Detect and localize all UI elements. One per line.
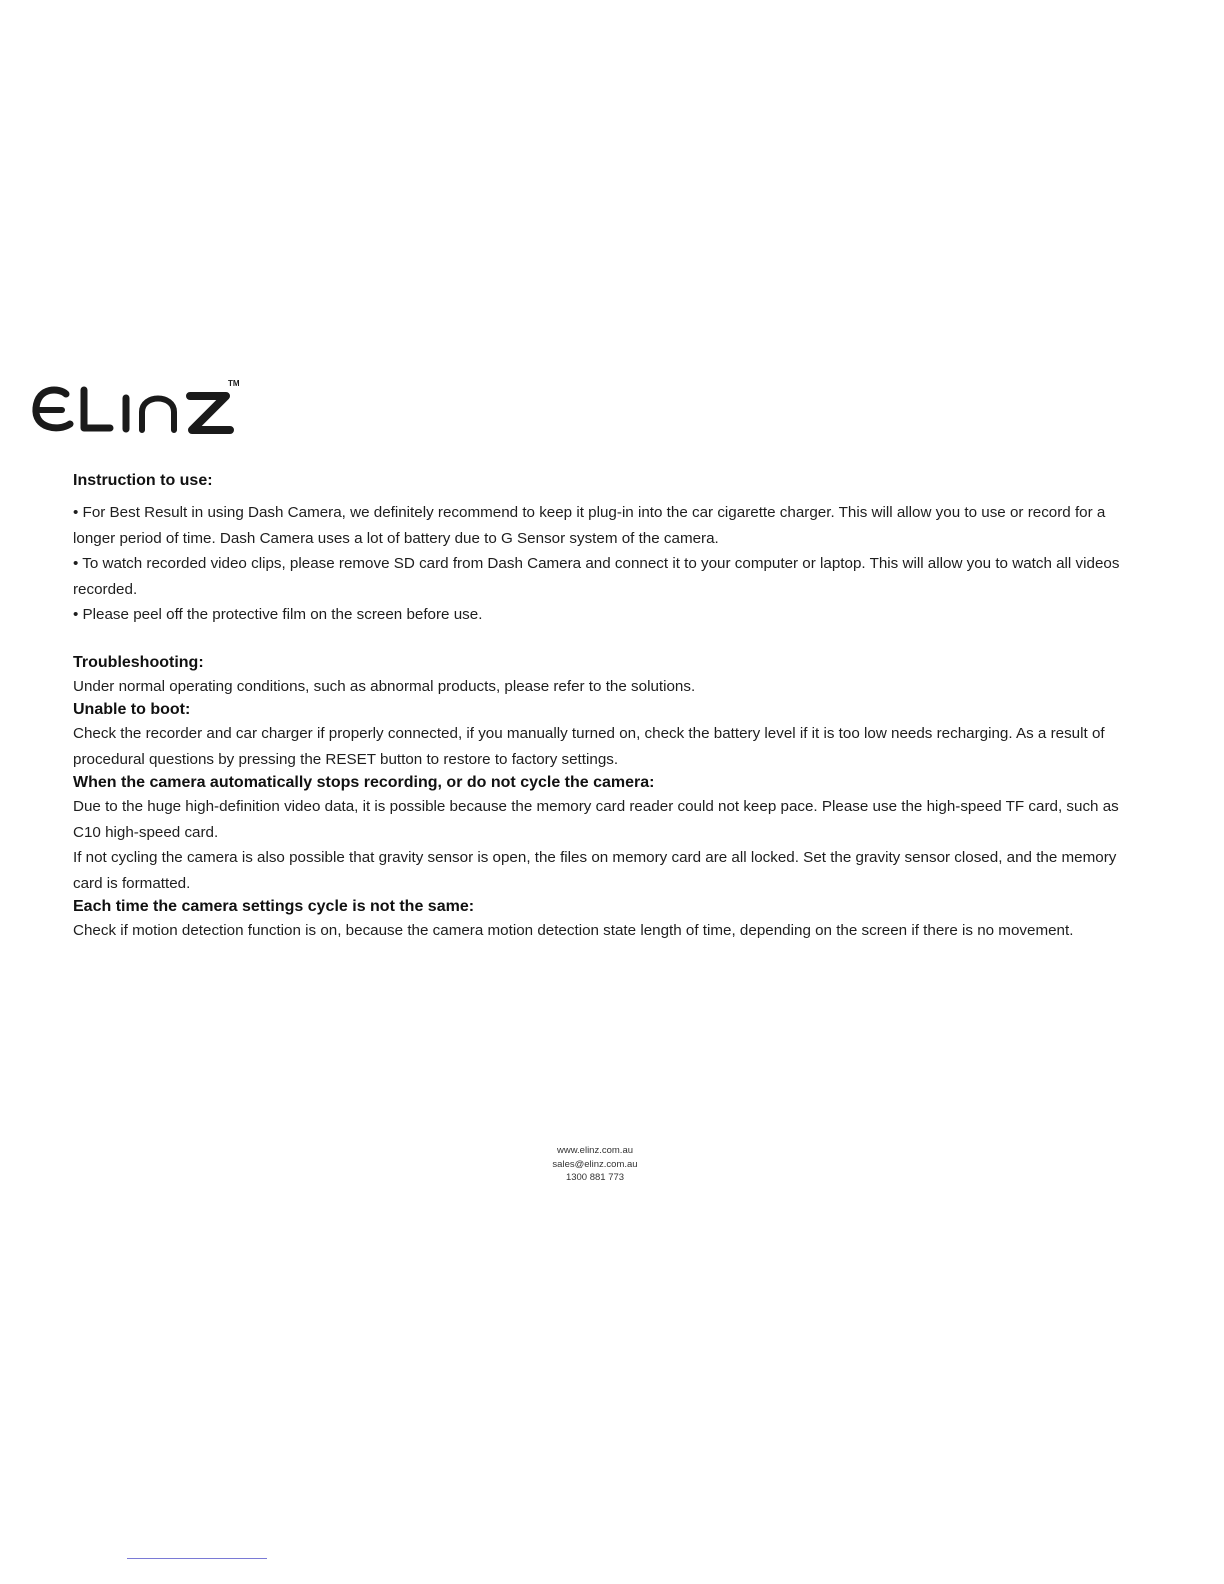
phone-number: 1300 881 773 bbox=[565, 1172, 625, 1183]
unable-to-boot-text: Check the recorder and car charger if properly connected, if you manually turned on, check the battery level if it is too low needs recharging. As a result of procedural questions by pressing the RESET button to restore to factory settings. bbox=[73, 725, 1105, 768]
troubleshooting-heading: Troubleshooting: bbox=[73, 653, 204, 671]
email-link[interactable]: sales@elinz.com.au bbox=[552, 1158, 638, 1170]
stops-recording-text-1: Due to the huge high-definition video data, it is possible because the memory card reader could not keep pace. Please use the high-speed TF card, such as C10 high-speed card. bbox=[73, 798, 1119, 841]
settings-cycle-text: Check if motion detection function is on, because the camera motion detection state length of time, depending on the screen if there is no movement. bbox=[73, 922, 1074, 939]
instruction-bullet-3: • Please peel off the protective film on the screen before use. bbox=[73, 606, 483, 623]
instruction-bullet-2: • To watch recorded video clips, please remove SD card from Dash Camera and connect it to your computer or laptop. This will allow you to watch all videos recorded. bbox=[73, 555, 1120, 598]
unable-to-boot-heading: Unable to boot: bbox=[73, 701, 191, 718]
contact-footer bbox=[520, 1144, 670, 1185]
elinz-logo bbox=[30, 372, 250, 438]
instructions-heading: Instruction to use: bbox=[73, 472, 213, 489]
stops-recording-heading: When the camera automatically stops recording, or do not cycle the camera: bbox=[73, 774, 655, 791]
settings-cycle-heading: Each time the camera settings cycle is not the same: bbox=[73, 898, 475, 915]
logo-graphic bbox=[30, 372, 250, 438]
footnote-divider bbox=[127, 1558, 267, 1559]
trademark-mark: TM bbox=[228, 379, 240, 388]
troubleshooting-intro: Under normal operating conditions, such as abnormal products, please refer to the solutions. bbox=[73, 677, 696, 695]
website-link[interactable]: www.elinz.com.au bbox=[556, 1145, 634, 1156]
document-body bbox=[73, 470, 1133, 944]
instruction-bullet-1: • For Best Result in using Dash Camera, we definitely recommend to keep it plug-in into the car cigarette charger. This will allow you to use or record for a longer period of time. Dash Camera uses a lot of battery due to G Sensor system of the camera. bbox=[73, 504, 1106, 547]
stops-recording-text-2: If not cycling the camera is also possible that gravity sensor is open, the files on memory card are all locked. Set the gravity sensor closed, and the memory card is formatted. bbox=[73, 849, 1117, 892]
